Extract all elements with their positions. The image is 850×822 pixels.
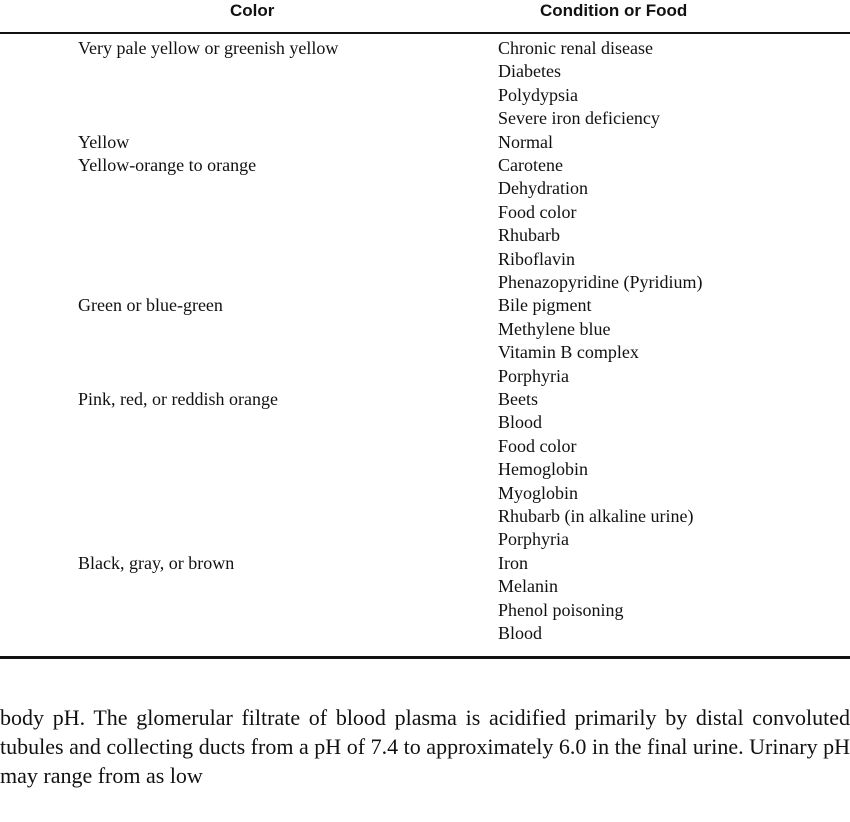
condition-column-header: Condition or Food bbox=[540, 1, 688, 20]
condition-item: Myoglobin bbox=[498, 482, 579, 503]
condition-list bbox=[498, 154, 702, 294]
condition-item: Melanin bbox=[498, 576, 558, 597]
color-cell: Black, gray, or brown bbox=[78, 553, 235, 573]
condition-list bbox=[498, 294, 639, 388]
condition-item: Porphyria bbox=[498, 529, 569, 550]
condition-item: Carotene bbox=[498, 155, 563, 175]
color-cell: Pink, red, or reddish orange bbox=[78, 389, 278, 409]
condition-list bbox=[498, 37, 660, 131]
condition-item: Bile pigment bbox=[498, 295, 592, 316]
condition-list bbox=[498, 552, 624, 646]
condition-item: Dehydration bbox=[498, 178, 588, 199]
condition-item: Blood bbox=[498, 623, 543, 644]
color-cell: Yellow-orange to orange bbox=[78, 155, 257, 175]
color-cell: Yellow bbox=[78, 131, 130, 152]
condition-item: Severe iron deficiency bbox=[498, 108, 660, 129]
condition-item: Polydypsia bbox=[498, 84, 579, 105]
condition-item: Normal bbox=[498, 131, 553, 152]
condition-item: Methylene blue bbox=[498, 318, 611, 339]
condition-list bbox=[498, 388, 693, 552]
header-rule bbox=[0, 32, 850, 34]
condition-item: Porphyria bbox=[498, 365, 569, 386]
color-column-header: Color bbox=[230, 1, 275, 20]
condition-item: Hemoglobin bbox=[498, 459, 588, 480]
condition-item: Food color bbox=[498, 435, 577, 456]
condition-item: Blood bbox=[498, 412, 543, 433]
condition-item: Riboflavin bbox=[498, 248, 575, 269]
color-cell: Green or blue-green bbox=[78, 295, 223, 316]
condition-item: Phenol poisoning bbox=[498, 599, 624, 620]
condition-item: Rhubarb (in alkaline urine) bbox=[498, 506, 694, 527]
condition-item: Food color bbox=[498, 201, 577, 222]
condition-item: Diabetes bbox=[498, 61, 561, 82]
condition-item: Rhubarb bbox=[498, 225, 560, 246]
table-header-row bbox=[0, 0, 850, 30]
color-cell: Very pale yellow or greenish yellow bbox=[78, 38, 339, 58]
table-bottom-rule bbox=[0, 656, 850, 659]
condition-item: Phenazopyridine (Pyridium) bbox=[498, 272, 703, 293]
condition-list bbox=[498, 131, 553, 154]
condition-item: Iron bbox=[498, 553, 528, 573]
condition-item: Beets bbox=[498, 389, 538, 409]
condition-item: Chronic renal disease bbox=[498, 38, 653, 58]
body-paragraph: body pH. The glomerular filtrate of blood plasma is acidified primarily by distal convoluted tubules and collecting ducts from a pH of 7.4 to approximately 6.0 in the final urine. Urinary pH may range from as low bbox=[0, 705, 850, 788]
condition-item: Vitamin B complex bbox=[498, 342, 639, 363]
